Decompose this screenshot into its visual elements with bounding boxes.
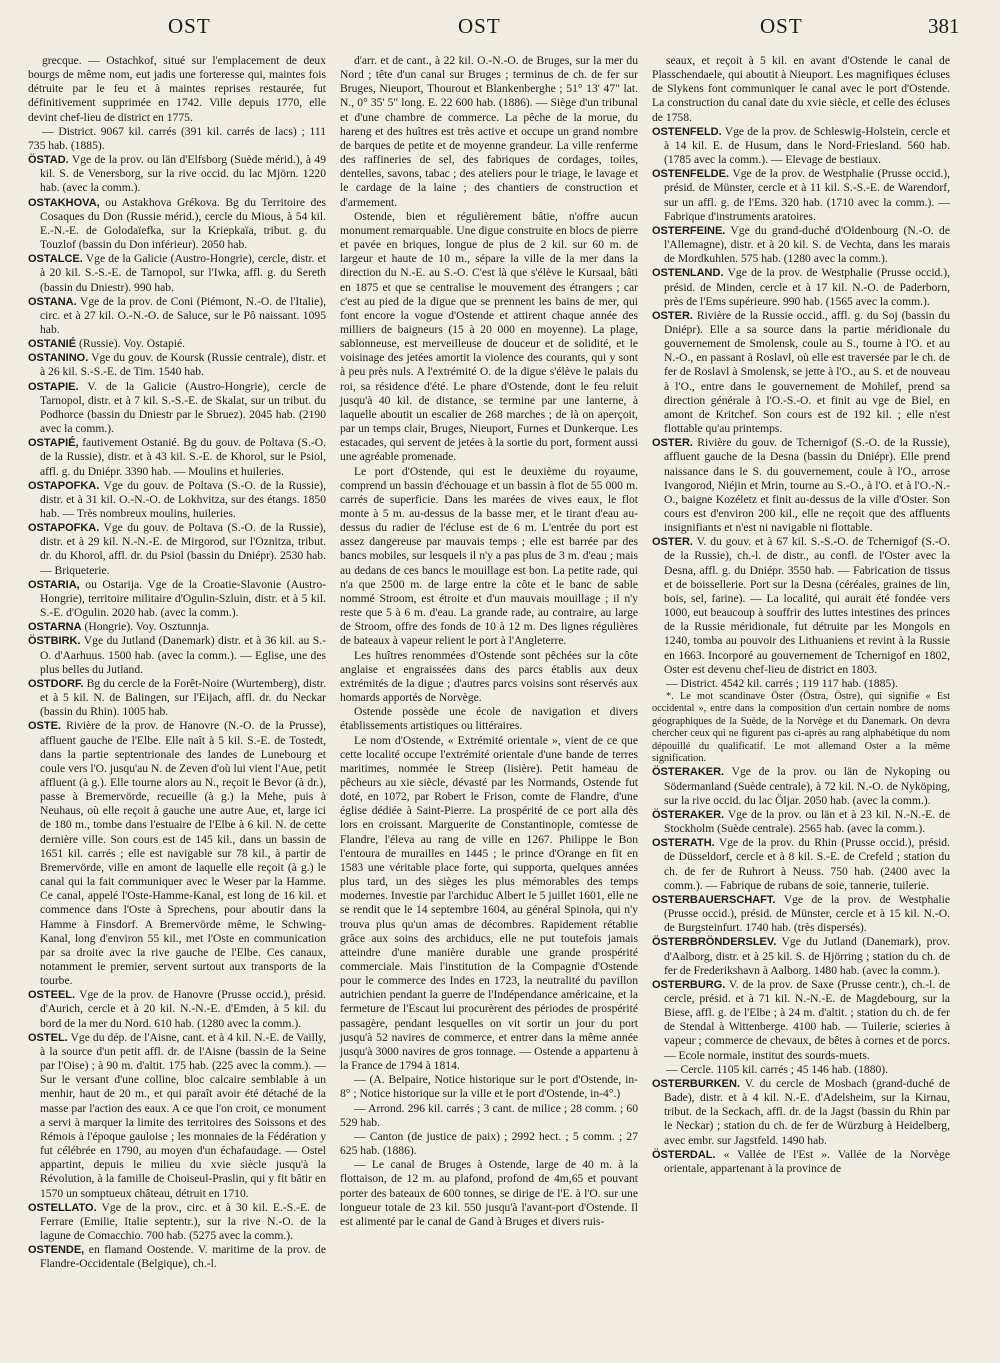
dictionary-entry <box>652 1148 950 1176</box>
entry-headword: OSTALCE. <box>28 253 83 266</box>
entry-text: Vge de la prov. de Westphalie (Prusse occid.), présid. de Münster, cercle et à 11 kil. S.-S.-E. de Warendorf, sur un affl. g. de l'Ems. 320 hab. (1710 avec la comm.). — Fabrique d'instruments aratoires. <box>664 167 950 223</box>
entry-text: ou Astakhova Grékova. Bg du Territoire des Cosaques du Don (Russie mérid.), cercle du Mious, à 54 kil. E.-N.-E. de Golodaïefka, sur la Kriepkaïa, tribut. g. du Touzlof (bassin du Don inférieur). 2050 hab. <box>40 195 326 252</box>
entry-headword: OSTERBAUERSCHAFT. <box>652 893 776 906</box>
entry-text: « Vallée de l'Est ». Vallée de la Norvège orientale, appartenant à la province de <box>664 1147 950 1175</box>
entry-headword: OSTARIA, <box>28 578 80 591</box>
entry-headword: OSTER. <box>652 536 693 549</box>
entry-text: Ostende, bien et régulièrement bâtie, n'offre aucun monument remarquable. Une digue construite en blocs de pierre et pavée en briques, longue de plus de 2 kil. sur 60 m. de largeur et haute de 10 m., sépare la ville de la mer dans la direction du N.-E. au S.-O. C'est là que s'élève le Kursaal, bâti en 1875 et que se centralise le mouvement des étrangers ; car c'est au pied de la digue que se prennent les bains de mer, qui font encore la vogue d'Ostende et attirent chaque année des milliers de baigneurs (15 à 20 000 en moyenne). La plage, sablonneuse, est merveilleuse de douceur et de solidité, et le voisinage des jetées amortit la violence des courants, qui y sont à peu près nuls. A l'extrémité O. de la digue s'élève le palais du roi, sa résidence d'été. Le phare d'Ostende, dont le feu reluit jusqu'à 40 kil. de distance, se termine par une lanterne, à laquelle aboutit un escalier de 268 marches ; de là on aperçoit, par un temps clair, Bruges, Nieuport, Furnes et Dunkerque. Les estacades, qui servent de jetées à la sortie du port, forment aussi une agréable promenade. <box>340 209 638 464</box>
entry-text: Vge du gouv. de Poltava (S.-O. de la Russie), distr. et à 29 kil. N.-N.-E. de Mirgorod, sur l'Oznitza, tribut. dr. du Khorol, affl. dr. du Psiol (bassin du Dniépr). 2530 hab. — Briqueterie. <box>40 521 326 577</box>
dictionary-entry <box>28 54 326 125</box>
dictionary-entry <box>340 1158 638 1229</box>
dictionary-entry <box>28 337 326 351</box>
entry-text: — Arrond. 296 kil. carrés ; 3 cant. de milice ; 28 comm. ; 60 529 hab. <box>340 1101 638 1129</box>
entry-text: Vge du Jutland (Danemark) distr. et à 36 kil. au S.-O. d'Aarhuus. 1500 hab. (avec la comm.). — Eglise, une des plus belles du Jutland. <box>40 634 326 676</box>
entry-headword: OSTAPIÉ, <box>28 437 79 450</box>
dictionary-entry <box>652 836 950 893</box>
entry-headword: OSTAPOFKA. <box>28 479 100 492</box>
dictionary-entry <box>28 1243 326 1271</box>
entry-text: Rivière du gouv. de Tchernigof (S.-O. de la Russie), affluent gauche de la Desna (bassin du Dniépr). Elle prend naissance dans le S. du gouvernement, coule à l'O., arrose Ivangorod, Niéjin et Mrin, tourne au S.-O., à l'O. et à l'O.-N.-O., baigne Kozéletz et finit au-dessus de la ville d'Oster. Son cours est d'environ 200 kil., elle ne reçoit que des affluents insignifiants et n'est ni navigable ni flottable. <box>664 436 950 535</box>
dictionary-entry <box>340 465 638 649</box>
entry-headword: OSTANINO. <box>28 352 89 365</box>
entry-text: V. du cercle de Mosbach (grand-duché de Bade), distr. et à 4 kil. N.-E. d'Adelsheim, sur la Kirnau, tribut. de la Seckach, affl. dr. de la Jagst (bassin du Rhin par le Neckar) ; station du ch. de fer de Würzburg à Heidelberg, avec embr. sur Jagstfeld. 1490 hab. <box>664 1076 950 1147</box>
dictionary-entry <box>340 54 638 210</box>
entry-headword: OSTAPOFKA. <box>28 522 100 535</box>
dictionary-entry <box>28 677 326 719</box>
dictionary-entry <box>652 54 950 125</box>
dictionary-entry <box>28 252 326 294</box>
column-right <box>652 54 950 1176</box>
entry-text: — District. 4542 kil. carrés ; 119 117 hab. (1885). <box>666 676 898 690</box>
entry-headword: OSTERATH. <box>652 837 715 850</box>
entry-text: Vge de la prov. ou län d'Elfsborg (Suède mérid.), à 49 kil. S. de Venersborg, sur la rive occid. du lac Mjörn. 1220 hab. (avec la comm.). <box>40 153 326 195</box>
dictionary-entry <box>652 309 950 436</box>
dictionary-entry <box>652 893 950 935</box>
dictionary-entry <box>28 196 326 253</box>
entry-text: Vge de la prov. ou län et à 23 kil. N.-N.-E. de Stockholm (Suède centrale). 2565 hab. (avec la comm.). <box>664 807 950 836</box>
entry-text: en flamand Oostende. V. maritime de la prov. de Flandre-Occidentale (Belgique), ch.-l. <box>40 1243 326 1271</box>
entry-text: fautivement Ostanié. Bg du gouv. de Poltava (S.-O. de la Russie), distr. et à 43 kil. S.-E. de Khorol, sur le Psiol, affl. g. du Dniépr. 3390 hab. — Moulins et huileries. <box>40 436 326 478</box>
entry-headword: OSTANA. <box>28 295 77 308</box>
entry-text: grecque. — Ostachkof, situé sur l'emplacement de deux bourgs de même nom, eut jadis une forteresse qui, maintes fois détruite par le feu et à maintes reprises restaurée, fut définitivement supprimée en 1742. Ville depuis 1770, elle devint chef-lieu de district en 1775. <box>28 54 326 124</box>
dictionary-entry <box>652 765 950 807</box>
dictionary-entry <box>28 380 326 437</box>
entry-text: Vge de la prov., circ. et à 30 kil. E.-S.-E. de Ferrare (Emilie, Italie septentr.), sur la rive N.-O. de la lagune de Comacchio. 700 hab. (5275 avec la comm.). <box>40 1200 326 1242</box>
entry-text: — Cercle. 1105 kil. carrés ; 45 146 hab. (1880). <box>666 1062 889 1076</box>
dictionary-entry <box>28 719 326 988</box>
dictionary-entry <box>28 521 326 578</box>
running-head-middle: OST <box>458 14 501 38</box>
running-head-left: OST <box>168 14 211 38</box>
entry-headword: OSTENFELDE. <box>652 168 730 181</box>
dictionary-entry <box>28 988 326 1030</box>
dictionary-entry <box>28 153 326 195</box>
entry-text: Vge de la prov. de Westphalie (Prusse occid.), présid. de Minden, cercle et à 17 kil. N.-O. de Paderborn, près de l'Ems supérieure. 990 hab. (1565 avec la comm.). <box>664 266 950 308</box>
dictionary-entry <box>28 1201 326 1243</box>
dictionary-entry <box>652 535 950 677</box>
entry-text: Vge de la prov. de Schleswig-Holstein, cercle et à 14 kil. E. de Husum, dans le Nord-Friesland. 560 hab. (1785 avec la comm.). — Elevage de bestiaux. <box>664 124 950 167</box>
dictionary-entry <box>652 935 950 977</box>
entry-text: Vge de la prov. de Hanovre (Prusse occid.), présid. d'Aurich, cercle et à 20 kil. N.-N.-E. d'Emden, à 5 kil. du bord de la mer du Nord. 610 hab. (1280 avec la comm.). <box>40 988 326 1030</box>
entry-headword: OSTENFELD. <box>652 125 722 138</box>
entry-text: Vge du grand-duché d'Oldenbourg (N.-O. de l'Allemagne), distr. et à 20 kil. S. de Vechta, dans les marais de Mordkuhlen. 575 hab. (1280 avec la comm.). <box>664 223 950 266</box>
entry-headword: OSTER. <box>652 437 693 450</box>
entry-headword: OSTDORF. <box>28 677 84 690</box>
dictionary-entry <box>652 1063 950 1077</box>
dictionary-entry <box>652 266 950 308</box>
dictionary-entry <box>340 1102 638 1130</box>
entry-text: Vge de la Galicie (Austro-Hongrie), cercle, distr. et à 20 kil. S.-S.-E. de Tarnopol, sur l'Iwka, affl. g. du Sereth (bassin du Dniestr). 990 hab. <box>40 252 326 294</box>
page-number: 381 <box>928 14 960 38</box>
entry-text: Vge du gouv. de Koursk (Russie centrale), distr. et à 26 kil. S.-S.-E. de Tim. 1540 hab. <box>40 351 326 379</box>
dictionary-entry <box>28 125 326 153</box>
dictionary-entry <box>652 677 950 691</box>
dictionary-entry <box>340 210 638 465</box>
column-middle <box>340 54 638 1229</box>
entry-headword: OSTER. <box>652 309 693 322</box>
dictionary-entry <box>28 436 326 478</box>
entry-headword: ÖSTERDAL. <box>652 1148 716 1161</box>
entry-text: Bg du cercle de la Forêt-Noire (Wurtemberg), distr. et à 5 kil. N. de Balingen, sur l'Eijach, affl. dr. du Neckar (bassin du Rhin). 1005 hab. <box>40 676 326 719</box>
column-left <box>28 54 326 1271</box>
entry-text: — Le canal de Bruges à Ostende, large de 40 m. à la flottaison, de 12 m. au plafond, profond de 4m,65 et pouvant porter des bateaux de 600 tonnes, se dirige de l'E. à l'O. sur une longueur totale de 23 kil. 550 jusqu'à l'avant-port d'Ostende. Il est alimenté par le canal de Gand à Bruges et divers ruis- <box>340 1158 638 1228</box>
entry-text: — District. 9067 kil. carrés (391 kil. carrés de lacs) ; 111 735 hab. (1885). <box>28 124 326 152</box>
entry-text: Vge de la prov. ou län de Nykoping ou Södermanland (Suède centrale), à 72 kil. N.-O. de Nyköping, sur la rive occid. du lac Öljar. 2050 hab. (avec la comm.). <box>664 765 950 807</box>
entry-text: Rivière de la prov. de Hanovre (N.-O. de la Prusse), affluent gauche de l'Elbe. Elle naît à 5 kil. S.-E. de Tostedt, dans la partie septentrionale des landes de Lunebourg et coule vers l'O. jusqu'au N. de Zeven d'où lui vient l'Aue, petit affluent (à g.). Elle tourne alors au N., reçoit le Bevor (à dr.), passe à Bremervörde, recueille (à g.) la Mehe, puis à Neuhaus, où elle reçoit à gauche une autre Aue, et, large ici de 180 m., tombe dans l'estuaire de l'Elbe à 6 kil. N. de cette dernière ville. Son cours est de 145 kil., dans un bassin de 1651 kil. carrés ; elle est navigable sur 78 kil., à partir de Bremervörde, ville en amont de laquelle elle reçoit (à g.) le canal qui la fait communiquer avec le Weser par la Hamme. Ce canal, appelé l'Oste-Hamme-Kanal, est long de 16 kil. et commence dans l'Oste à Sprechens, pour aboutir dans la Hamme à Finsdorf. A Bremervörde même, le Schwing-Kanal, long d'environ 55 kil., met l'Oste en communication par sa droite avec la rive gauche de l'Elbe. Ces canaux, notamment le premier, servent surtout aux transports de la tourbe. <box>40 719 326 988</box>
entry-headword: OSTENDE, <box>28 1244 85 1257</box>
entry-text: (Hongrie). Voy. Osztunnja. <box>81 620 210 634</box>
entry-text: V. de la prov. de Saxe (Prusse centr.), ch.-l. de cercle, présid. et à 71 kil. N.-N.-E. de Magdebourg, sur la Biese, affl. g. de l'Elbe ; à 24 m. d'altit. ; station du ch. de fer de Stendal à Wittenberge. 4100 hab. — Tuilerie, scieries à vapeur ; commerce de chevaux, de bêtes à cornes et de porcs. — Ecole normale, institut des sourds-muets. <box>664 977 950 1062</box>
entry-text: Vge de la prov. du Rhin (Prusse occid.), présid. de Düsseldorf, cercle et à 8 kil. S.-E. de Crefeld ; station du ch. de fer de Ruhrort à Neuss. 750 hab. (2400 avec la comm.). — Fabrique de rubans de soie, tannerie, tuilerie. <box>664 836 950 892</box>
dictionary-entry <box>652 808 950 836</box>
entry-headword: OSTERBURKEN. <box>652 1077 741 1090</box>
entry-headword: OSTERBURG. <box>652 978 726 991</box>
dictionary-entry <box>652 125 950 167</box>
entry-headword: OSTEL. <box>28 1031 68 1044</box>
entry-text: Rivière de la Russie occid., affl. g. du Soj (bassin du Dniépr). Elle a sa source dans la partie méridionale du gouvernement de Smolensk, coule au S., tourne à l'O. et au N.-O., en passant à Roslavl, où elle est traversée par le ch. de fer de Roslavl à Smolensk, se jette à l'O., au S. et de nouveau à l'O., entre dans le gouvernement de Mohilef, prend sa direction générale à l'O.-S.-O. et finit au vge de Biel, en amont de Kritchef. Son cours est de 192 kil. ; elle n'est flottable qu'au printemps. <box>664 308 950 436</box>
entry-headword: ÖSTBIRK. <box>28 635 81 648</box>
entry-text: Vge de la prov. de Westphalie (Prusse occid.), présid. de Münster, cercle et à 15 kil. N.-O. de Burgsteinfurt. 1740 hab. (très dispersés). <box>664 892 950 935</box>
entry-headword: OSTERFEINE. <box>652 224 726 237</box>
entry-text: V. de la Galicie (Austro-Hongrie), cercle de Tarnopol, distr. et à 7 kil. S.-S.-E. de Skalat, sur un tribut. du Podhorce (bassin du Dniestr par le Sbruez). 2045 hab. (2190 avec la comm.). <box>40 379 326 436</box>
entry-text: Vge du dép. de l'Aisne, cant. et à 4 kil. N.-E. de Vailly, à la source d'un petit affl. dr. de l'Aisne (bassin de la Seine par l'Oise) ; à 90 m. d'altit. 175 hab. (225 avec la comm.). — Sur le versant d'une colline, bloc calcaire semblable à un menhir, haut de 20 m., et qui paraît avoir été détaché de la masse par l'action des eaux. A ce que l'on croit, ce monument a servi à marquer la limite des territoires des Soissons et des Rémois à l'époque gauloise ; les monnaies de la Fédération y fut célébrée en 1790, au moyen d'un échafaudage. — Ostel appartint, depuis le milieu du xvie siècle jusqu'à la Révolution, à la famille de Choiseul-Praslin, qui y fit bâtir en 1570 un somptueux château, détruit en 1710. <box>40 1030 326 1200</box>
dictionary-entry <box>652 978 950 1063</box>
entry-headword: ÖSTERAKER. <box>652 766 725 779</box>
entry-text: Le port d'Ostende, qui est le deuxième du royaume, comprend un bassin d'échouage et un bassin à flot de 55 000 m. carrés de superficie. Dans les marées de vives eaux, le flot monte à 5 m. au-dessus de la basse mer, et le tirant d'eau au-dessus du radier de l'écluse est de 6 m. L'entrée du port est assez dangereuse par mauvais temps ; elle est barrée par des bancs mobiles, sur lesquels il n'y a pas plus de 3 m. d'eau ; mais au dedans de ces bancs le mouillage est bon. La petite rade, qui n'a que 2500 m. de large entre la côte et le banc de sable nommé Stroom, est étroite et d'un mauvais mouillage ; il n'y reste que 5 à 6 m. d'eau. La grande rade, au contraire, au large de Stroom, offre des fonds de 10 à 12 m. Des lignes régulières de bateaux à vapeur relient le port à l'Angleterre. <box>340 464 638 648</box>
entry-headword: ÖSTAD. <box>28 154 69 167</box>
dictionary-entry <box>340 649 638 706</box>
dictionary-entry <box>28 634 326 676</box>
entry-text: *. Le mot scandinave Öster (Östra, Östre), qui signifie « Est occidental », entre dans la composition d'un certain nombre de noms géographiques de la Suède, de la Norvège et du Danemark. On devra chercher ceux qui ne figurent pas ci-après au rang alphabétique du nom dépouillé du qualificatif. Le mot allemand Oster a la même signification. <box>652 691 950 765</box>
entry-text: (Russie). Voy. Ostapié. <box>76 337 186 351</box>
dictionary-entry <box>28 351 326 379</box>
dictionary-entry <box>652 1077 950 1148</box>
entry-text: Vge du gouv. de Poltava (S.-O. de la Russie), distr. et à 31 kil. O.-N.-O. de Lokhvitza, sur des étangs. 1850 hab. — Très nombreux moulins, huileries. <box>40 478 326 520</box>
entry-headword: OSTANIÉ <box>28 338 77 351</box>
dictionary-entry <box>28 295 326 337</box>
entry-text: — Canton (de justice de paix) ; 2992 hect. ; 5 comm. ; 27 625 hab. (1886). <box>340 1129 638 1158</box>
entry-headword: ÖSTERBRÖNDERSLEV. <box>652 936 777 949</box>
dictionary-entry <box>28 1031 326 1201</box>
entry-text: ou Ostarija. Vge de la Croatie-Slavonie (Austro-Hongrie), territoire militaire d'Ogulin-Szluin, distr. et à 5 kil. S.-E. d'Ogulin. 2020 hab. (avec la comm.). <box>40 577 326 620</box>
dictionary-entry <box>340 1073 638 1101</box>
dictionary-entry <box>28 578 326 620</box>
dictionary-entry <box>340 734 638 1074</box>
entry-headword: OSTELLATO. <box>28 1201 97 1214</box>
entry-headword: OSTEEL. <box>28 989 76 1002</box>
entry-text: Ostende possède une école de navigation et divers établissements artistiques ou littéraires. <box>340 705 638 733</box>
running-head-right: OST <box>760 14 803 38</box>
dictionary-entry <box>652 167 950 224</box>
entry-text: V. du gouv. et à 67 kil. S.-S.-O. de Tchernigof (S.-O. de la Russie), ch.-l. de distr., au confl. de l'Oster avec la Desna, affl. g. du Dniépr. 3550 hab. — Fabrication de tissus et de boissellerie. Port sur la Desna (céréales, graines de lin, bois, sel, farine). — La localité, qui aurait été fondée vers 1000, eut beaucoup à souffrir des luttes intestines des princes de la Russie méridionale, fut détruite par les Mongols en 1240, tomba au pouvoir des Lithuaniens et revint à la Russie en 1663. Incorporé au gouvernement de Tchernigof en 1802, Oster est devenu chef-lieu de district en 1803. <box>664 535 950 676</box>
dictionary-entry <box>652 224 950 266</box>
entry-text: Les huîtres renommées d'Ostende sont pêchées sur la côte anglaise et engraissées dans des parcs établis aux deux extrémités de la digue ; d'autres parcs voisins sont réservés aux homards apportés de Norvège. <box>340 648 638 705</box>
dictionary-entry <box>340 705 638 733</box>
entry-text: Vge du Jutland (Danemark), prov. d'Aalborg, distr. et à 25 kil. S. de Hjörring ; station du ch. de fer de Frederikshavn à Aalborg. 1480 hab. (avec la comm.). <box>664 935 950 977</box>
dictionary-entry <box>28 479 326 521</box>
entry-headword: OSTENLAND. <box>652 267 724 280</box>
entry-headword: OSTAKHOVA, <box>28 196 100 209</box>
entry-text: Vge de la prov. de Coni (Piémont, N.-O. de l'Italie), circ. et à 27 kil. O.-N.-O. de Saluce, sur le Pô naissant. 1095 hab. <box>40 294 326 336</box>
entry-headword: OSTARNA <box>28 621 82 634</box>
entry-text: d'arr. et de cant., à 22 kil. O.-N.-O. de Bruges, sur la mer du Nord ; tête d'un canal sur Bruges ; terminus de ch. de fer sur Bruges, Nieuport, Thourout et Blankenberghe ; 51° 13' 47" lat. N., 0° 35' 5" long. E. 22 600 hab. (1886). — Siège d'un tribunal et d'une chambre de commerce. La pêche de la morue, du hareng et des huîtres est très active et occupe un grand nombre de barques de petite et de moyenne grandeur. La ville renferme des raffineries de sel, des fabriques de cordages, toiles, dentelles, savons, tabac ; des ateliers pour le triage, le lavage et le cardage de la laine ; des chantiers de construction et d'armement. <box>340 54 638 209</box>
entry-headword: OSTE. <box>28 720 62 733</box>
entry-headword: OSTAPIE. <box>28 380 79 393</box>
dictionary-entry <box>652 691 950 765</box>
entry-text: seaux, et reçoit à 5 kil. en avant d'Ostende le canal de Plasschendaele, qui aboutit à Nieuport. Les magnifiques écluses de Slykens font communiquer le canal avec le port d'Ostende. La construction du canal date du xvie siècle, et celle des écluses de 1758. <box>652 54 950 124</box>
entry-headword: ÖSTERAKER. <box>652 808 725 821</box>
dictionary-entry <box>652 436 950 535</box>
entry-text: Le nom d'Ostende, « Extrémité orientale », vient de ce que cette localité occupe l'extrémité orientale d'une bande de terres maritimes, nommée le Streep (lisière). Petit hameau de pêcheurs au xie siècle, dévasté par les Normands, Ostende fut doté, en 1072, par Robert le Frison, comte de Flandre, d'une église dédiée à Saint-Pierre. La prospérité de ce port alla dès lors en croissant. Marguerite de Constantinople, comtesse de Flandre, l'éleva au rang de ville en 1267. Philippe le Bon l'entoura de murailles en 1445 ; le prince d'Orange en fit en 1583 une véritable place forte, qui supporta, quelques années plus tard, un des sièges les plus mémorables des temps modernes. Investie par l'archiduc Albert le 5 juillet 1601, elle ne se rendit que le 14 septembre 1604, au général Spinola, qui n'y trouva plus qu'un amas de décombres. Rapidement rétablie grâce aux soins des archiducs, elle ne put toutefois jamais atteindre d'une manière durable une grande prospérité commerciale. Mais l'institution de la Compagnie d'Ostende pour le commerce des Indes en 1723, la neutralité du pavillon autrichien pendant la guerre de l'Indépendance américaine, et la fermeture de l'Escaut lui procurèrent des périodes de prospérité passagère, pendant lesquelles on vit sortir un jour du port jusqu'à 52 navires de commerce, et entrer dans la même année jusqu'à 3000 navires de gros tonnage. — Ostende a appartenu à la France de 1794 à 1814. <box>340 733 638 1073</box>
dictionary-entry <box>340 1130 638 1158</box>
dictionary-entry <box>28 620 326 634</box>
entry-text: — (A. Belpaire, Notice historique sur le port d'Ostende, in-8° ; Notice historique sur la ville et le port d'Ostende, in-4°.) <box>340 1073 638 1101</box>
